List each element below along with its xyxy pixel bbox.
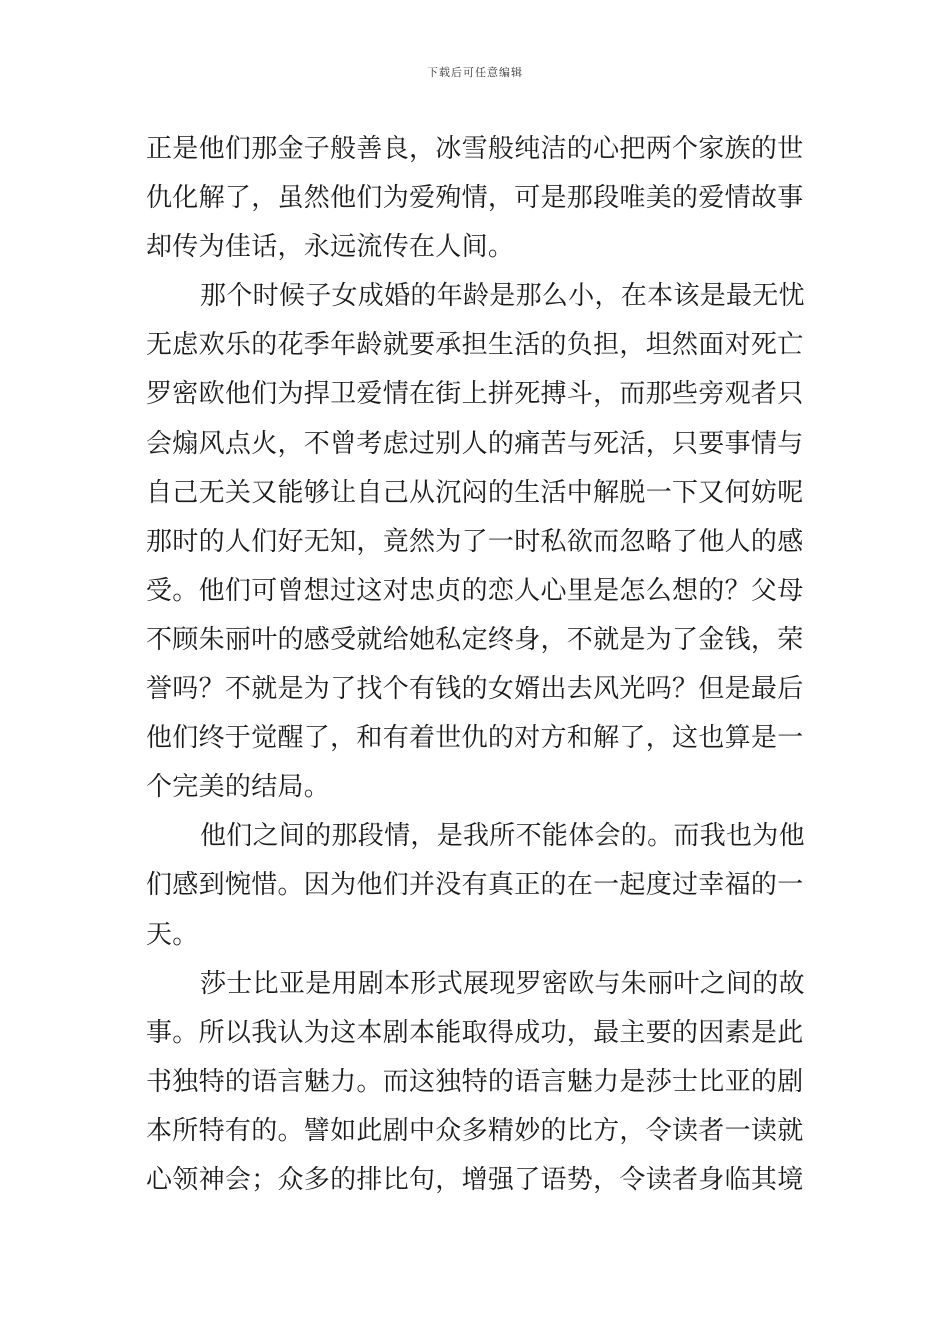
text-line: 天。 [146, 919, 199, 950]
text-line: 誉吗？不就是为了找个有钱的女婿出去风光吗？但是最后 [146, 674, 804, 705]
paragraph-first-line: 他们之间的那段情，是我所不能体会的。而我也为他 [200, 821, 805, 852]
paragraph-first-line: 那个时候子女成婚的年龄是那么小，在本该是最无忧 [200, 281, 805, 312]
text-line: 会煽风点火，不曾考虑过别人的痛苦与死活，只要事情与 [146, 428, 804, 459]
text-line: 仇化解了，虽然他们为爱殉情，可是那段唯美的爱情故事 [146, 183, 804, 214]
body-text [146, 125, 806, 1205]
text-line: 受。他们可曾想过这对忠贞的恋人心里是怎么想的？父母 [146, 575, 804, 606]
text-line: 本所特有的。譬如此剧中众多精妙的比方，令读者一读就 [146, 1115, 804, 1146]
text-line: 无虑欢乐的花季年龄就要承担生活的负担，坦然面对死亡 [146, 330, 804, 361]
text-line: 那时的人们好无知，竟然为了一时私欲而忽略了他人的感 [146, 526, 804, 557]
text-line: 正是他们那金子般善良，冰雪般纯洁的心把两个家族的世 [146, 134, 804, 164]
text-line: 罗密欧他们为捍卫爱情在街上拼死搏斗，而那些旁观者只 [146, 379, 804, 410]
text-line: 个完美的结局。 [146, 772, 331, 803]
text-line: 自己无关又能够让自己从沉闷的生活中解脱一下又何妨呢 [146, 477, 804, 508]
text-line: 事。所以我认为这本剧本能取得成功，最主要的因素是此 [146, 1017, 804, 1048]
text-line: 们感到惋惜。因为他们并没有真正的在一起度过幸福的一 [146, 870, 804, 901]
text-line: 他们终于觉醒了，和有着世仇的对方和解了，这也算是一 [146, 723, 804, 754]
paragraph-first-line: 莎士比亚是用剧本形式展现罗密欧与朱丽叶之间的故 [200, 968, 805, 999]
text-line: 书独特的语言魅力。而这独特的语言魅力是莎士比亚的剧 [146, 1066, 804, 1097]
page-header: 下载后可任意编辑 [427, 66, 523, 79]
text-line: 不顾朱丽叶的感受就给她私定终身，不就是为了金钱，荣 [146, 624, 804, 655]
text-line: 心领神会；众多的排比句，增强了语势，令读者身临其境 [146, 1164, 804, 1195]
text-line: 却传为佳话，永远流传在人间。 [146, 232, 515, 263]
